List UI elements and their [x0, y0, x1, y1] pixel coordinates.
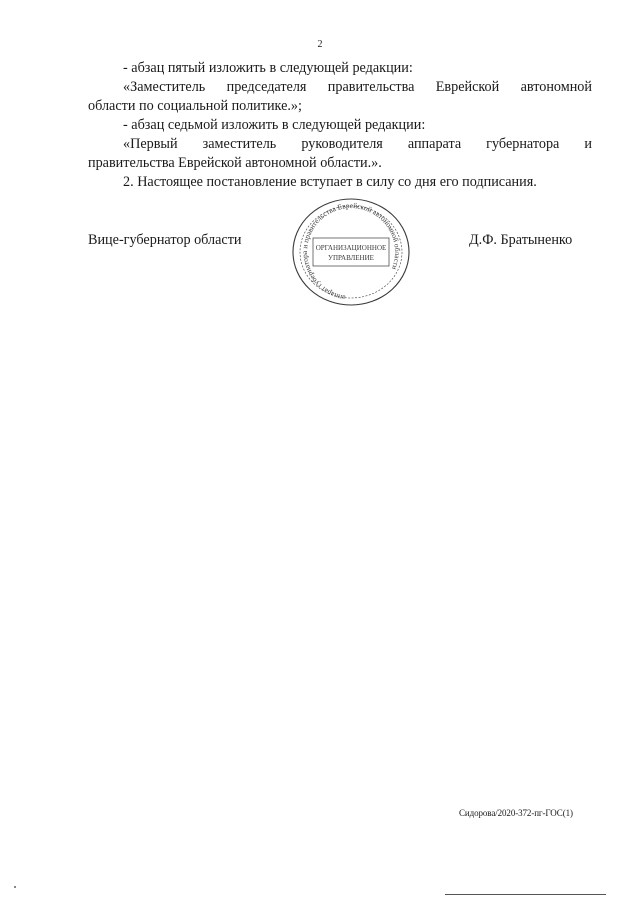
stamp-outer-ring — [293, 199, 409, 305]
paragraph-edit-fifth: - абзац пятый изложить в следующей редакции: — [123, 60, 413, 76]
signature-name: Д.Ф. Братыненко — [469, 232, 573, 248]
paragraph-effective: 2. Настоящее постановление вступает в силу со дня его подписания. — [123, 174, 537, 190]
stamp-outer-text: аппарат губернатора и правительства Еврейской автономной области — [300, 200, 403, 303]
footer-code: Сидорова/2020-372-пг-ГОС(1) — [459, 808, 573, 818]
official-stamp — [287, 195, 415, 310]
paragraph-edit-seventh: - абзац седьмой изложить в следующей редакции: — [123, 117, 426, 133]
page-number: 2 — [317, 39, 323, 50]
stamp-inner-line-2: УПРАВЛЕНИЕ — [328, 254, 374, 262]
signature-position: Вице-губернатор области — [88, 232, 242, 248]
quote-deputy-chairman-cont: области по социальной политике.»; — [88, 98, 302, 114]
quote-first-deputy: «Первый заместитель руководителя аппарата губернатора и — [123, 136, 592, 152]
footer-rule — [445, 894, 606, 895]
stamp-inner-line-1: ОРГАНИЗАЦИОННОЕ — [315, 244, 387, 252]
quote-deputy-chairman: «Заместитель председателя правительства Еврейской автономной — [123, 79, 592, 95]
document-body — [88, 59, 592, 192]
scan-artifact-dot — [14, 886, 16, 888]
quote-first-deputy-cont: правительства Еврейской автономной области.». — [88, 155, 382, 171]
